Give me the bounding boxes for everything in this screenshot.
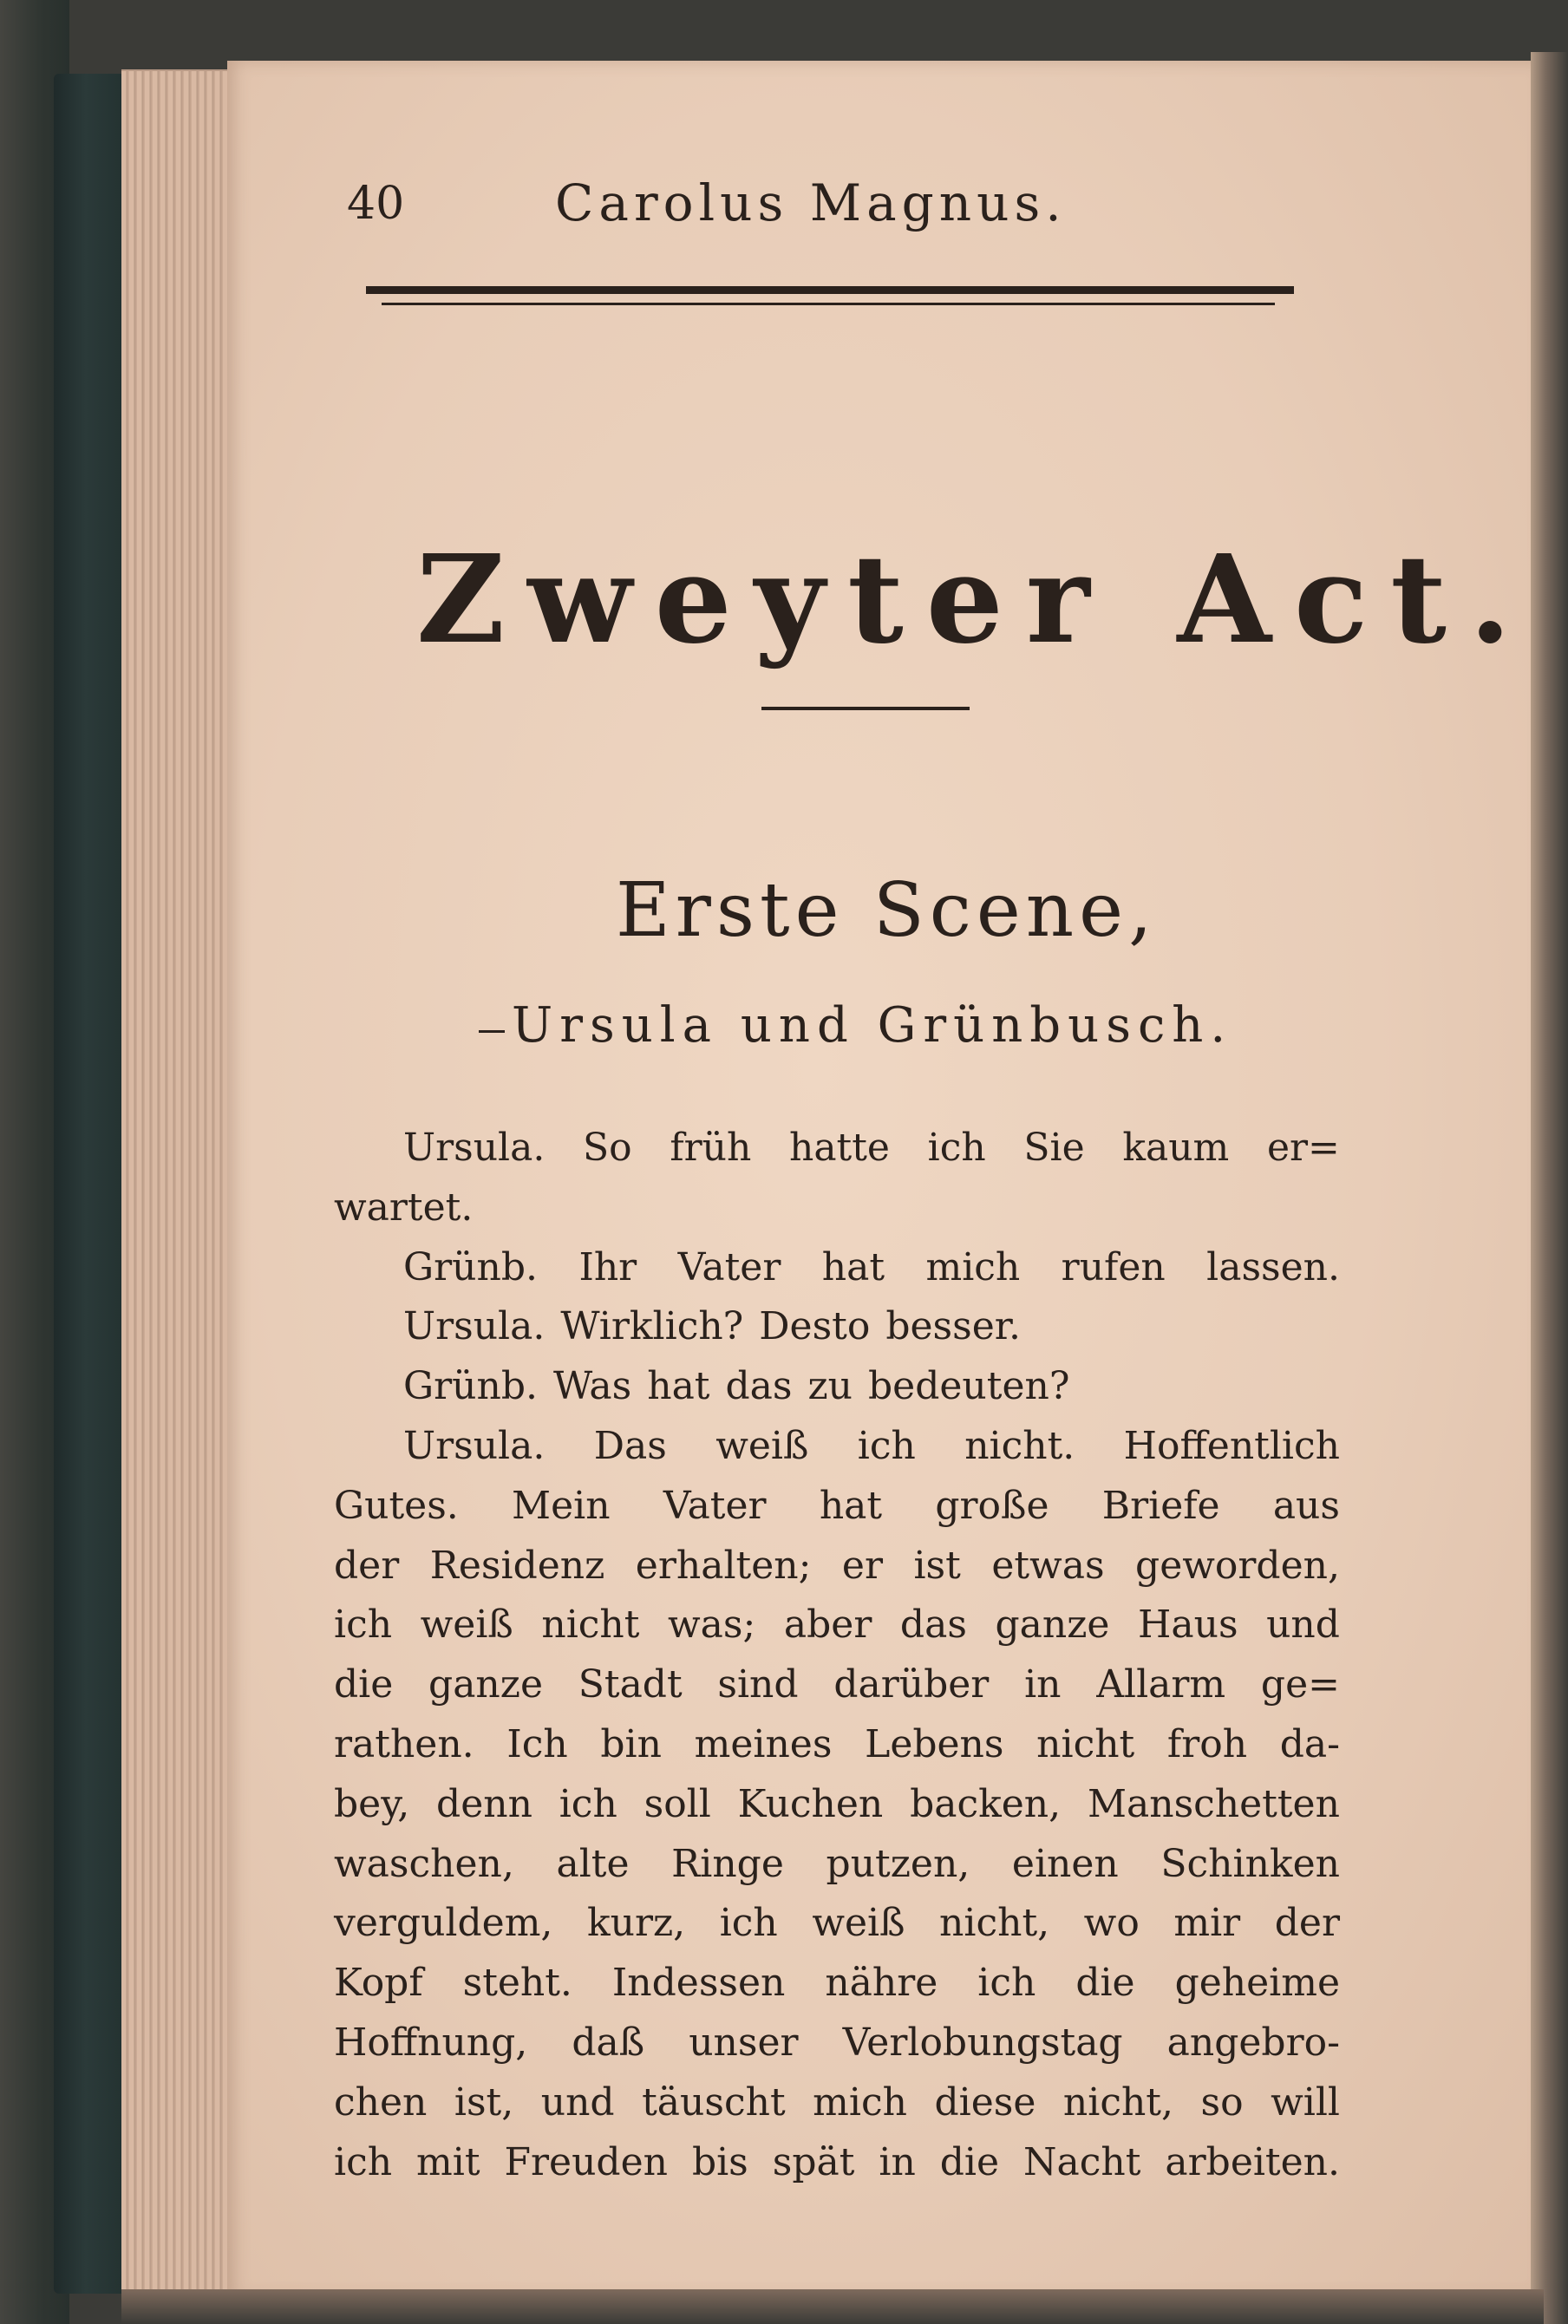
- text-line: Ursula. Das weiß ich nicht. Hoffentlich: [403, 1423, 1340, 1468]
- text-line: Ursula. Wirklich? Desto besser.: [403, 1304, 1021, 1349]
- text-line: Grünb. Was hat das zu bedeuten?: [403, 1364, 1070, 1409]
- text-line: Gutes. Mein Vater hat große Briefe aus: [334, 1483, 1340, 1528]
- text-line: Kopf steht. Indessen nähre ich die geheime: [334, 1961, 1340, 2006]
- text-line: bey, denn ich soll Kuchen backen, Manschetten: [334, 1781, 1340, 1826]
- text-line: die ganze Stadt sind darüber in Allarm ge=: [334, 1662, 1340, 1707]
- text-line: Grünb. Ihr Vater hat mich rufen lassen.: [403, 1244, 1340, 1289]
- header-rule-thin: [382, 303, 1275, 305]
- text-line: chen ist, und täuscht mich diese nicht, so will: [334, 2079, 1340, 2125]
- text-line: ich mit Freuden bis spät in die Nacht arbeiten.: [334, 2139, 1340, 2184]
- act-divider: [761, 707, 970, 710]
- text-line: wartet.: [334, 1185, 474, 1230]
- text-line: Hoffnung, daß unser Verlobungstag angebro-: [334, 2020, 1340, 2065]
- text-line: rathen. Ich bin meines Lebens nicht froh da-: [334, 1721, 1340, 1766]
- gutter-shadow: [1531, 52, 1568, 2324]
- page-number: 40: [347, 178, 405, 230]
- bottom-edge-shadow: [121, 2289, 1544, 2324]
- characters-dash: [479, 1030, 505, 1033]
- page-stack-edges: [121, 69, 234, 2308]
- dialogue-body: [334, 1119, 1340, 2192]
- scene-characters: Ursula und Grünbusch.: [512, 997, 1233, 1054]
- text-line: ich weiß nicht was; aber das ganze Haus und: [334, 1603, 1340, 1648]
- text-line: Ursula. So früh hatte ich Sie kaum er=: [403, 1126, 1340, 1170]
- header-rule: [366, 286, 1294, 294]
- text-line: verguldem, kurz, ich weiß nicht, wo mir der: [334, 1901, 1340, 1946]
- act-title: Zweyter Act.: [416, 529, 1534, 671]
- text-line: der Residenz erhalten; er ist etwas geworden,: [334, 1543, 1340, 1588]
- running-title: Carolus Magnus.: [555, 173, 1067, 232]
- scene-title: Erste Scene,: [616, 867, 1158, 954]
- text-line: waschen, alte Ringe putzen, einen Schinken: [334, 1841, 1340, 1886]
